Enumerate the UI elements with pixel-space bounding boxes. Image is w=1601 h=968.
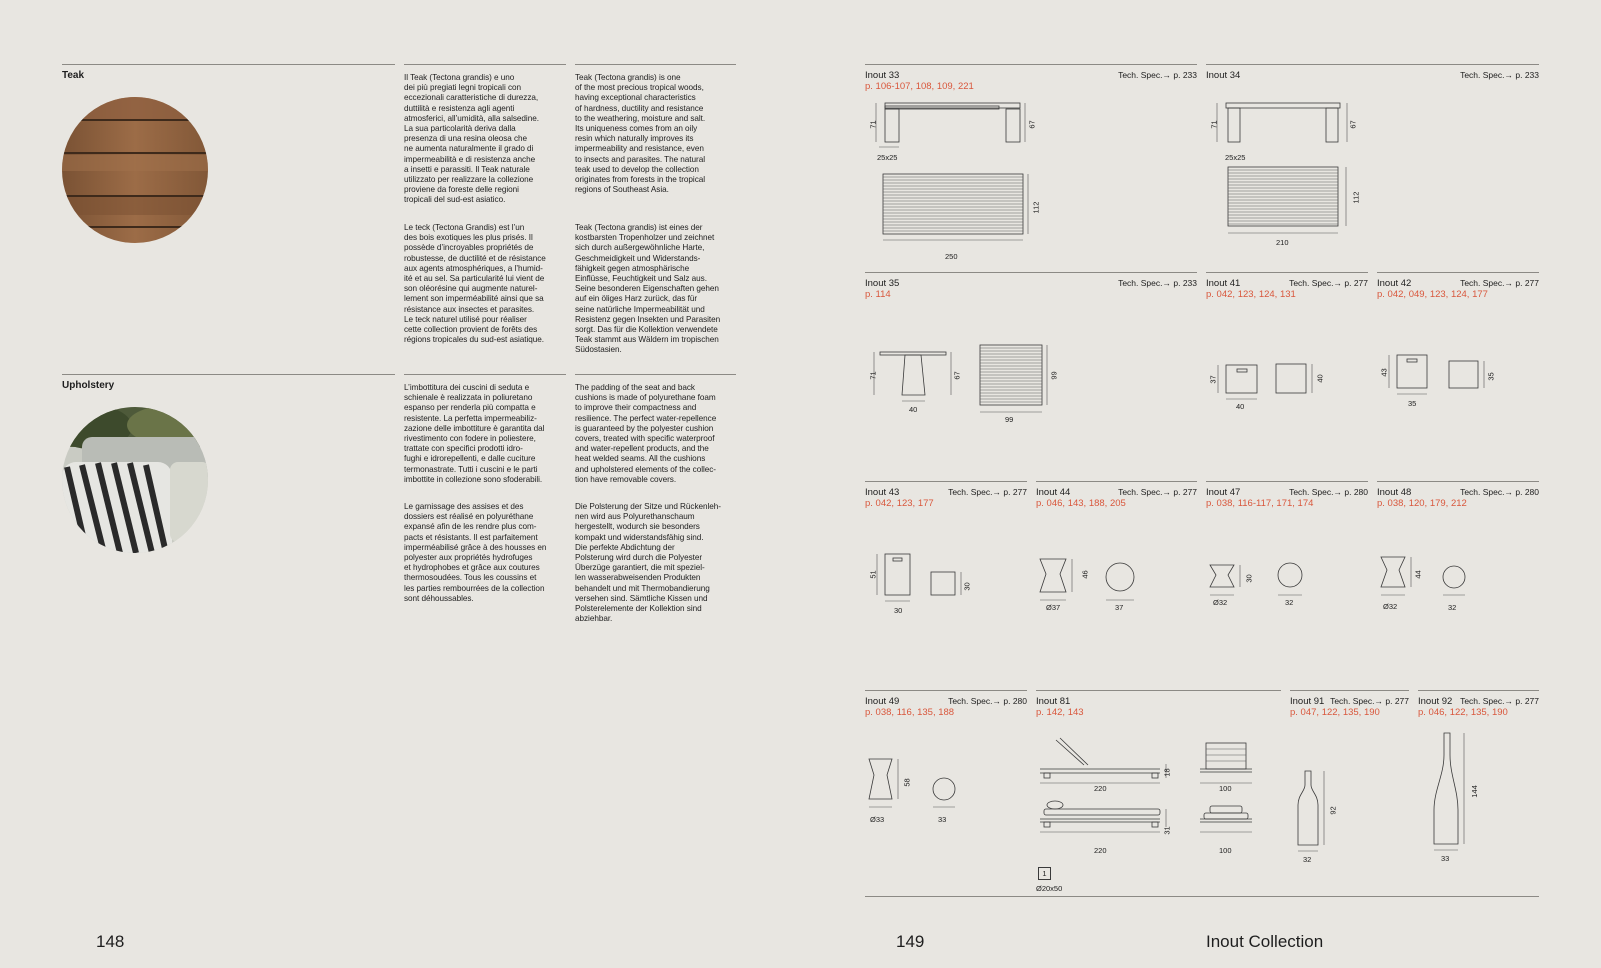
dim-label: 40 <box>1315 374 1325 383</box>
product-pages: p. 042, 123, 177 <box>865 498 934 509</box>
dim-label: 35 <box>1408 399 1417 408</box>
product-pages: p. 114 <box>865 289 891 300</box>
tech-spec-link[interactable]: Tech. Spec.→ p. 277 <box>1289 278 1368 288</box>
upholstery-text-de: Die Polsterung der Sitze und Rückenleh- nen wird aus Polyurethanschaum hergestellt, wodurch sie besonders kompakt und widerstandsfähig sind. Die perfekte Abdichtung der Polsterung wird durch die Polyester Überzüge garantiert, die mit speziel- len wasserabweisenden Produkten behandelt und mit Thermobandierung versehen sind. Sämtliche Kissen und Polsterelemente der Kollektion sind abziehbar. <box>575 502 721 624</box>
dim-label: 210 <box>1276 238 1289 247</box>
dim-label: 37 <box>1208 375 1218 384</box>
inout-43-drawing <box>865 550 1025 620</box>
product-name: Inout 41 <box>1206 278 1241 289</box>
dim-label: 25x25 <box>877 153 898 162</box>
dim-label: 32 <box>1303 855 1312 864</box>
inout-34-drawing <box>1206 100 1366 250</box>
inout-81-drawing <box>1036 735 1276 895</box>
dim-label: 220 <box>1094 846 1107 855</box>
inout-47-drawing <box>1206 560 1366 620</box>
dim-label: 30 <box>1244 574 1254 583</box>
dim-label: 31 <box>1162 826 1172 835</box>
dim-label: 37 <box>1115 603 1124 612</box>
dim-label: Ø33 <box>870 815 885 824</box>
product-pages: p. 046, 143, 188, 205 <box>1036 498 1126 509</box>
dim-label: 250 <box>945 252 958 261</box>
dim-label: Ø32 <box>1383 602 1398 611</box>
collection-title: Inout Collection <box>1206 932 1324 951</box>
upholstery-heading: Upholstery <box>62 380 115 391</box>
dim-label: 58 <box>902 778 912 787</box>
dim-label: 67 <box>952 371 962 380</box>
dim-label: 71 <box>868 371 878 380</box>
teak-text-it: Il Teak (Tectona grandis) e uno dei più pregiati legni tropicali con eccezionali caratteristiche di durezza, duttilità e resistenza agli agenti atmosferici, all’umidità, alla salsedine. La sua particolarità deriva dalla presenza di una resina oleosa che ne aumenta naturalmente il grado di impermeabilità e di resistenza anche a insetti e parassiti. Il Teak naturale utilizzato per realizzare la collezione proviene da foreste delle regioni tropicali del sud-est asiatico. <box>404 73 539 205</box>
dim-label: Ø32 <box>1213 598 1228 607</box>
dim-label: 71 <box>868 120 878 129</box>
dim-label: 112 <box>1031 201 1041 214</box>
dim-label: 44 <box>1413 570 1423 579</box>
dim-label: 33 <box>938 815 947 824</box>
tech-spec-link[interactable]: Tech. Spec.→ p. 233 <box>1460 70 1539 80</box>
dim-label: 220 <box>1094 784 1107 793</box>
dim-label: 40 <box>909 405 918 414</box>
product-pages: p. 046, 122, 135, 190 <box>1418 707 1508 718</box>
product-pages: p. 038, 116, 135, 188 <box>865 707 955 718</box>
dim-label: 100 <box>1219 846 1232 855</box>
tech-spec-link[interactable]: Tech. Spec.→ p. 277 <box>1118 487 1197 497</box>
product-name: Inout 91 <box>1290 696 1325 707</box>
dim-label: 18 <box>1162 768 1172 777</box>
dim-label: 67 <box>1348 120 1358 129</box>
dim-label: 35 <box>1486 372 1496 381</box>
teak-swatch-image <box>62 97 208 243</box>
inout-42-drawing <box>1377 350 1537 410</box>
upholstery-text-en: The padding of the seat and back cushions is made of polyurethane foam to improve their compactness and resilience. The perfect water-repellence is guaranteed by the polyester cushion covers, treated with specific waterproof and water-repellent products, and the heat welded seams. All the cushions and upholstered elements of the collec- tion have removable covers. <box>575 383 717 484</box>
product-name: Inout 92 <box>1418 696 1453 707</box>
dim-label: 92 <box>1328 806 1338 815</box>
inout-41-drawing <box>1206 355 1366 415</box>
dim-label: 46 <box>1080 570 1090 579</box>
dim-label: 40 <box>1236 402 1245 411</box>
dim-label: 99 <box>1049 371 1059 380</box>
dim-label: 30 <box>962 582 972 591</box>
product-name: Inout 81 <box>1036 696 1071 707</box>
product-pages: p. 038, 116-117, 171, 174 <box>1206 498 1314 509</box>
dim-label: 32 <box>1285 598 1294 607</box>
product-name: Inout 33 <box>865 70 900 81</box>
product-name: Inout 42 <box>1377 278 1412 289</box>
dim-label: 43 <box>1379 368 1389 377</box>
dim-label: 99 <box>1005 415 1014 424</box>
product-name: Inout 48 <box>1377 487 1412 498</box>
teak-text-fr: Le teck (Tectona Grandis) est l’un des bois exotiques les plus prisés. Il possède d’incroyables propriétés de robustesse, de ductilité et de résistance aux agents atmosphériques, a l’humid- ité et au sel. Sa particularité lui vient de son oléorésine qui augmente naturel- lement son imperméabilité ainsi que sa résistance aux insectes et parasites. Le teck naturel utilisé pour réaliser cette collection provient de forêts des régions tropicales du sud-est asiatique. <box>404 223 546 345</box>
product-name: Inout 47 <box>1206 487 1241 498</box>
upholstery-swatch-image <box>62 407 208 553</box>
inout-49-drawing <box>865 755 1025 815</box>
product-pages: p. 047, 122, 135, 190 <box>1290 707 1380 718</box>
tech-spec-link[interactable]: Tech. Spec.→ p. 280 <box>948 696 1027 706</box>
tech-spec-link[interactable]: Tech. Spec.→ p. 233 <box>1118 278 1197 288</box>
dim-label: Ø37 <box>1046 603 1061 612</box>
cushion-dimension: Ø20x50 <box>1036 884 1063 893</box>
product-pages: p. 142, 143 <box>1036 707 1084 718</box>
product-name: Inout 34 <box>1206 70 1241 81</box>
tech-spec-link[interactable]: Tech. Spec.→ p. 277 <box>1460 278 1539 288</box>
dim-label: 67 <box>1027 120 1037 129</box>
inout-33-drawing <box>865 100 1045 260</box>
product-pages: p. 042, 049, 123, 124, 177 <box>1377 289 1488 300</box>
right-page-number: 149 <box>896 932 925 951</box>
product-pages: p. 106-107, 108, 109, 221 <box>865 81 974 92</box>
product-pages: p. 038, 120, 179, 212 <box>1377 498 1467 509</box>
inout-92-drawing <box>1418 730 1518 870</box>
left-page-number: 148 <box>96 932 125 951</box>
tech-spec-link[interactable]: Tech. Spec.→ p. 277 <box>1330 696 1409 706</box>
cushion-icon: 1 <box>1038 867 1051 880</box>
dim-label: 71 <box>1209 120 1219 129</box>
tech-spec-link[interactable]: Tech. Spec.→ p. 277 <box>1460 696 1539 706</box>
product-name: Inout 44 <box>1036 487 1071 498</box>
dim-label: 51 <box>868 570 878 579</box>
inout-35-drawing <box>865 345 1065 425</box>
upholstery-text-fr: Le garnissage des assises et des dossiers est réalisé en polyuréthane expansé afin de les rendre plus com- pacts et résistants. Il est parfaitement imperméabilisé grâce à des housses en polyester aux propriétés hydrofuges et hydrophobes et grâce aux coutures thermosoudées. Tous les coussins et les parties rembourrées de la collection sont déhoussables. <box>404 502 547 603</box>
upholstery-text-it: L’imbottitura dei cuscini di seduta e schienale è realizzata in poliuretano espanso per renderla più compatta e resistente. La perfetta impermeabiliz- zazione delle imbottiture è garantita dal rivestimento con fodere in poliestere, trattate con specifici prodotti idro- fughi e idrorepellenti, e dalle cuciture termonastrate. Tutti i cuscini e le parti imbottite in collezione sono sfoderabili. <box>404 383 545 484</box>
product-name: Inout 49 <box>865 696 900 707</box>
teak-heading: Teak <box>62 70 85 81</box>
dim-label: 112 <box>1351 191 1361 204</box>
dim-label: 25x25 <box>1225 153 1246 162</box>
tech-spec-link[interactable]: Tech. Spec.→ p. 280 <box>1460 487 1539 497</box>
tech-spec-link[interactable]: Tech. Spec.→ p. 233 <box>1118 70 1197 80</box>
dim-label: 30 <box>894 606 903 615</box>
product-name: Inout 43 <box>865 487 900 498</box>
teak-text-de: Teak (Tectona grandis) ist eines der kostbarsten Tropenholzer und zeichnet sich durch außergewöhnliche Harte, Geschmeidigkeit und Widerstands- fähigkeit gegen atmosphärische Einflüsse, Feuchtigkeit und Salz aus. Seine besonderen Eigenschaften gehen auf ein öliges Harz zurück, das für seine natürliche Impermeabilität und Resistenz gegen Insekten und Parasiten sorgt. Das für die Kollektion verwendete Teak stammt aus Wäldern im tropischen Südostasien. <box>575 223 721 355</box>
tech-spec-link[interactable]: Tech. Spec.→ p. 280 <box>1289 487 1368 497</box>
dim-label: 33 <box>1441 854 1450 863</box>
tech-spec-link[interactable]: Tech. Spec.→ p. 277 <box>948 487 1027 497</box>
product-name: Inout 35 <box>865 278 900 289</box>
teak-text-en: Teak (Tectona grandis) is one of the most precious tropical woods, having exceptional characteristics of hardness, ductility and resistance to the weathering, moisture and salt. Its uniqueness comes from an oily resin which naturally improves its impermeability and resistance, even to insects and parasites. The natural teak used to develop the collection originates from forests in the tropical regions of Southeast Asia. <box>575 73 706 195</box>
dim-label: 144 <box>1469 785 1479 798</box>
dim-label: 32 <box>1448 603 1457 612</box>
product-pages: p. 042, 123, 124, 131 <box>1206 289 1296 300</box>
inout-48-drawing <box>1377 555 1537 615</box>
dim-label: 100 <box>1219 784 1232 793</box>
inout-91-drawing <box>1290 765 1390 865</box>
